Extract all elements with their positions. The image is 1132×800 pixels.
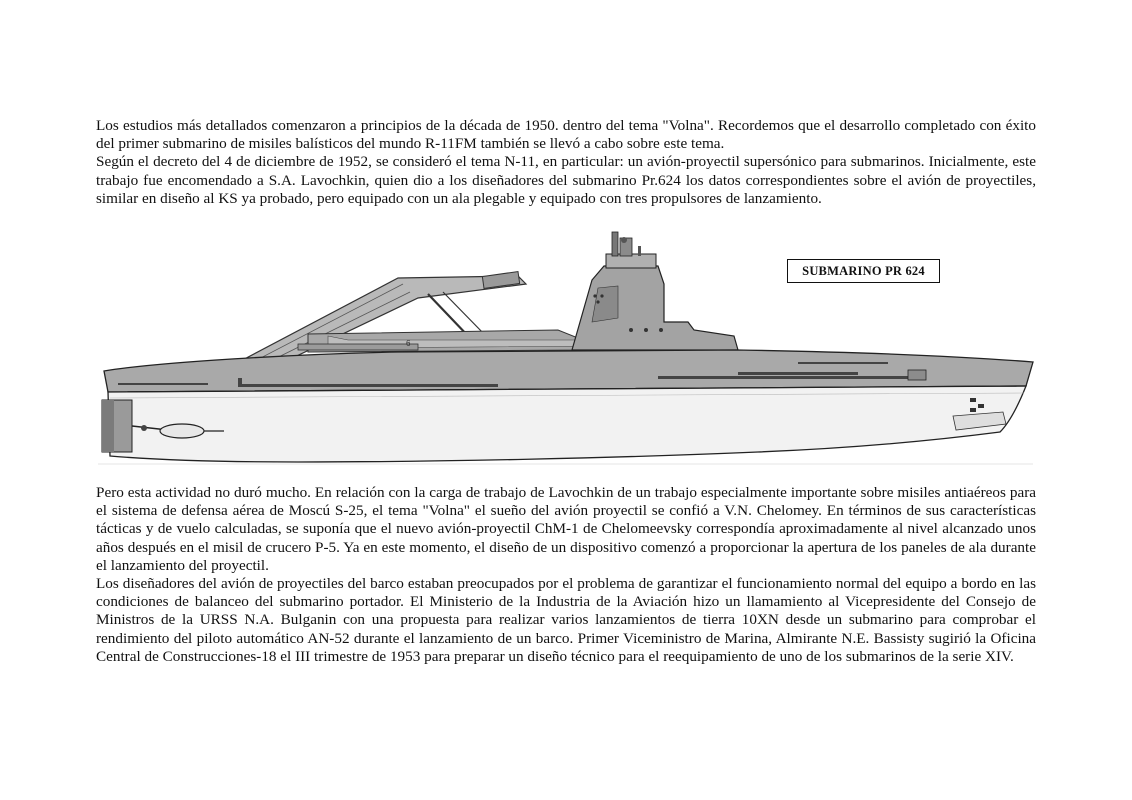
paragraph: Los estudios más detallados comenzaron a principios de la década de 1950. dentro del tema "Volna". Recordemos que el desarrollo completado con éxito del primer submarino de misiles balísticos del mundo R-11FM también se llevó a cabo sobre este tema. xyxy=(96,117,1036,153)
text-block-top xyxy=(96,117,1036,208)
figure-caption: SUBMARINO PR 624 xyxy=(787,259,940,283)
submarine-drawing xyxy=(98,226,1038,470)
paragraph: Pero esta actividad no duró mucho. En relación con la carga de trabajo de Lavochkin de un trabajo especialmente importante sobre misiles antiaéreos para el sistema de defensa aérea de Moscú S-25, el tema "Volna" el sueño del avión proyectil se confió a V.N. Chelomey. En términos de sus características tácticas y de vuelo calculadas, se suponía que el nuevo avión-proyectil ChM-1 de Chelomeevsky correspondía aproximadamente al nivel alcanzado unos años después en el misil de crucero P-5. Ya en este momento, el diseño de un dispositivo comenzó a proporcionar la apertura de los paneles de ala durante el lanzamiento del proyectil. xyxy=(96,484,1036,574)
conning-tower xyxy=(572,232,738,350)
text-block-bottom xyxy=(96,484,1036,666)
hull-marking: 6 xyxy=(406,339,411,348)
paragraph: Los diseñadores del avión de proyectiles del barco estaban preocupados por el problema de garantizar el funcionamiento normal del equipo a bordo en las condiciones de balanceo del submarino portador. El Ministerio de la Industria de la Aviación hizo un llamamiento al Vicepresidente del Consejo de Ministros de la URSS N.A. Bulganin con una propuesta para realizar varios lanzamientos de tierra 10XN desde un submarino para comprobar el rendimiento del piloto automático AN-52 durante el lanzamiento de un barco. Primer Viceministro de Marina, Almirante N.E. Bassisty sugirió la Oficina Central de Construcciones-18 el III trimestre de 1953 para preparar un diseño técnico para el reequipamiento de uno de los submarinos de la serie XIV. xyxy=(96,575,1036,665)
deck-superstructure xyxy=(298,330,618,352)
hull xyxy=(104,350,1033,462)
paragraph: Según el decreto del 4 de diciembre de 1952, se consideró el tema N-11, en particular: un avión-proyectil supersónico para submarinos. Inicialmente, este trabajo fue encomendado a S.A. Lavochkin, quien dio a los diseñadores del submarino Pr.624 los datos correspondientes sobre el avión de proyectiles, similar en diseño al KS ya probado, pero equipado con un ala plegable y equipado con tres propulsores de lanzamiento. xyxy=(96,153,1036,207)
